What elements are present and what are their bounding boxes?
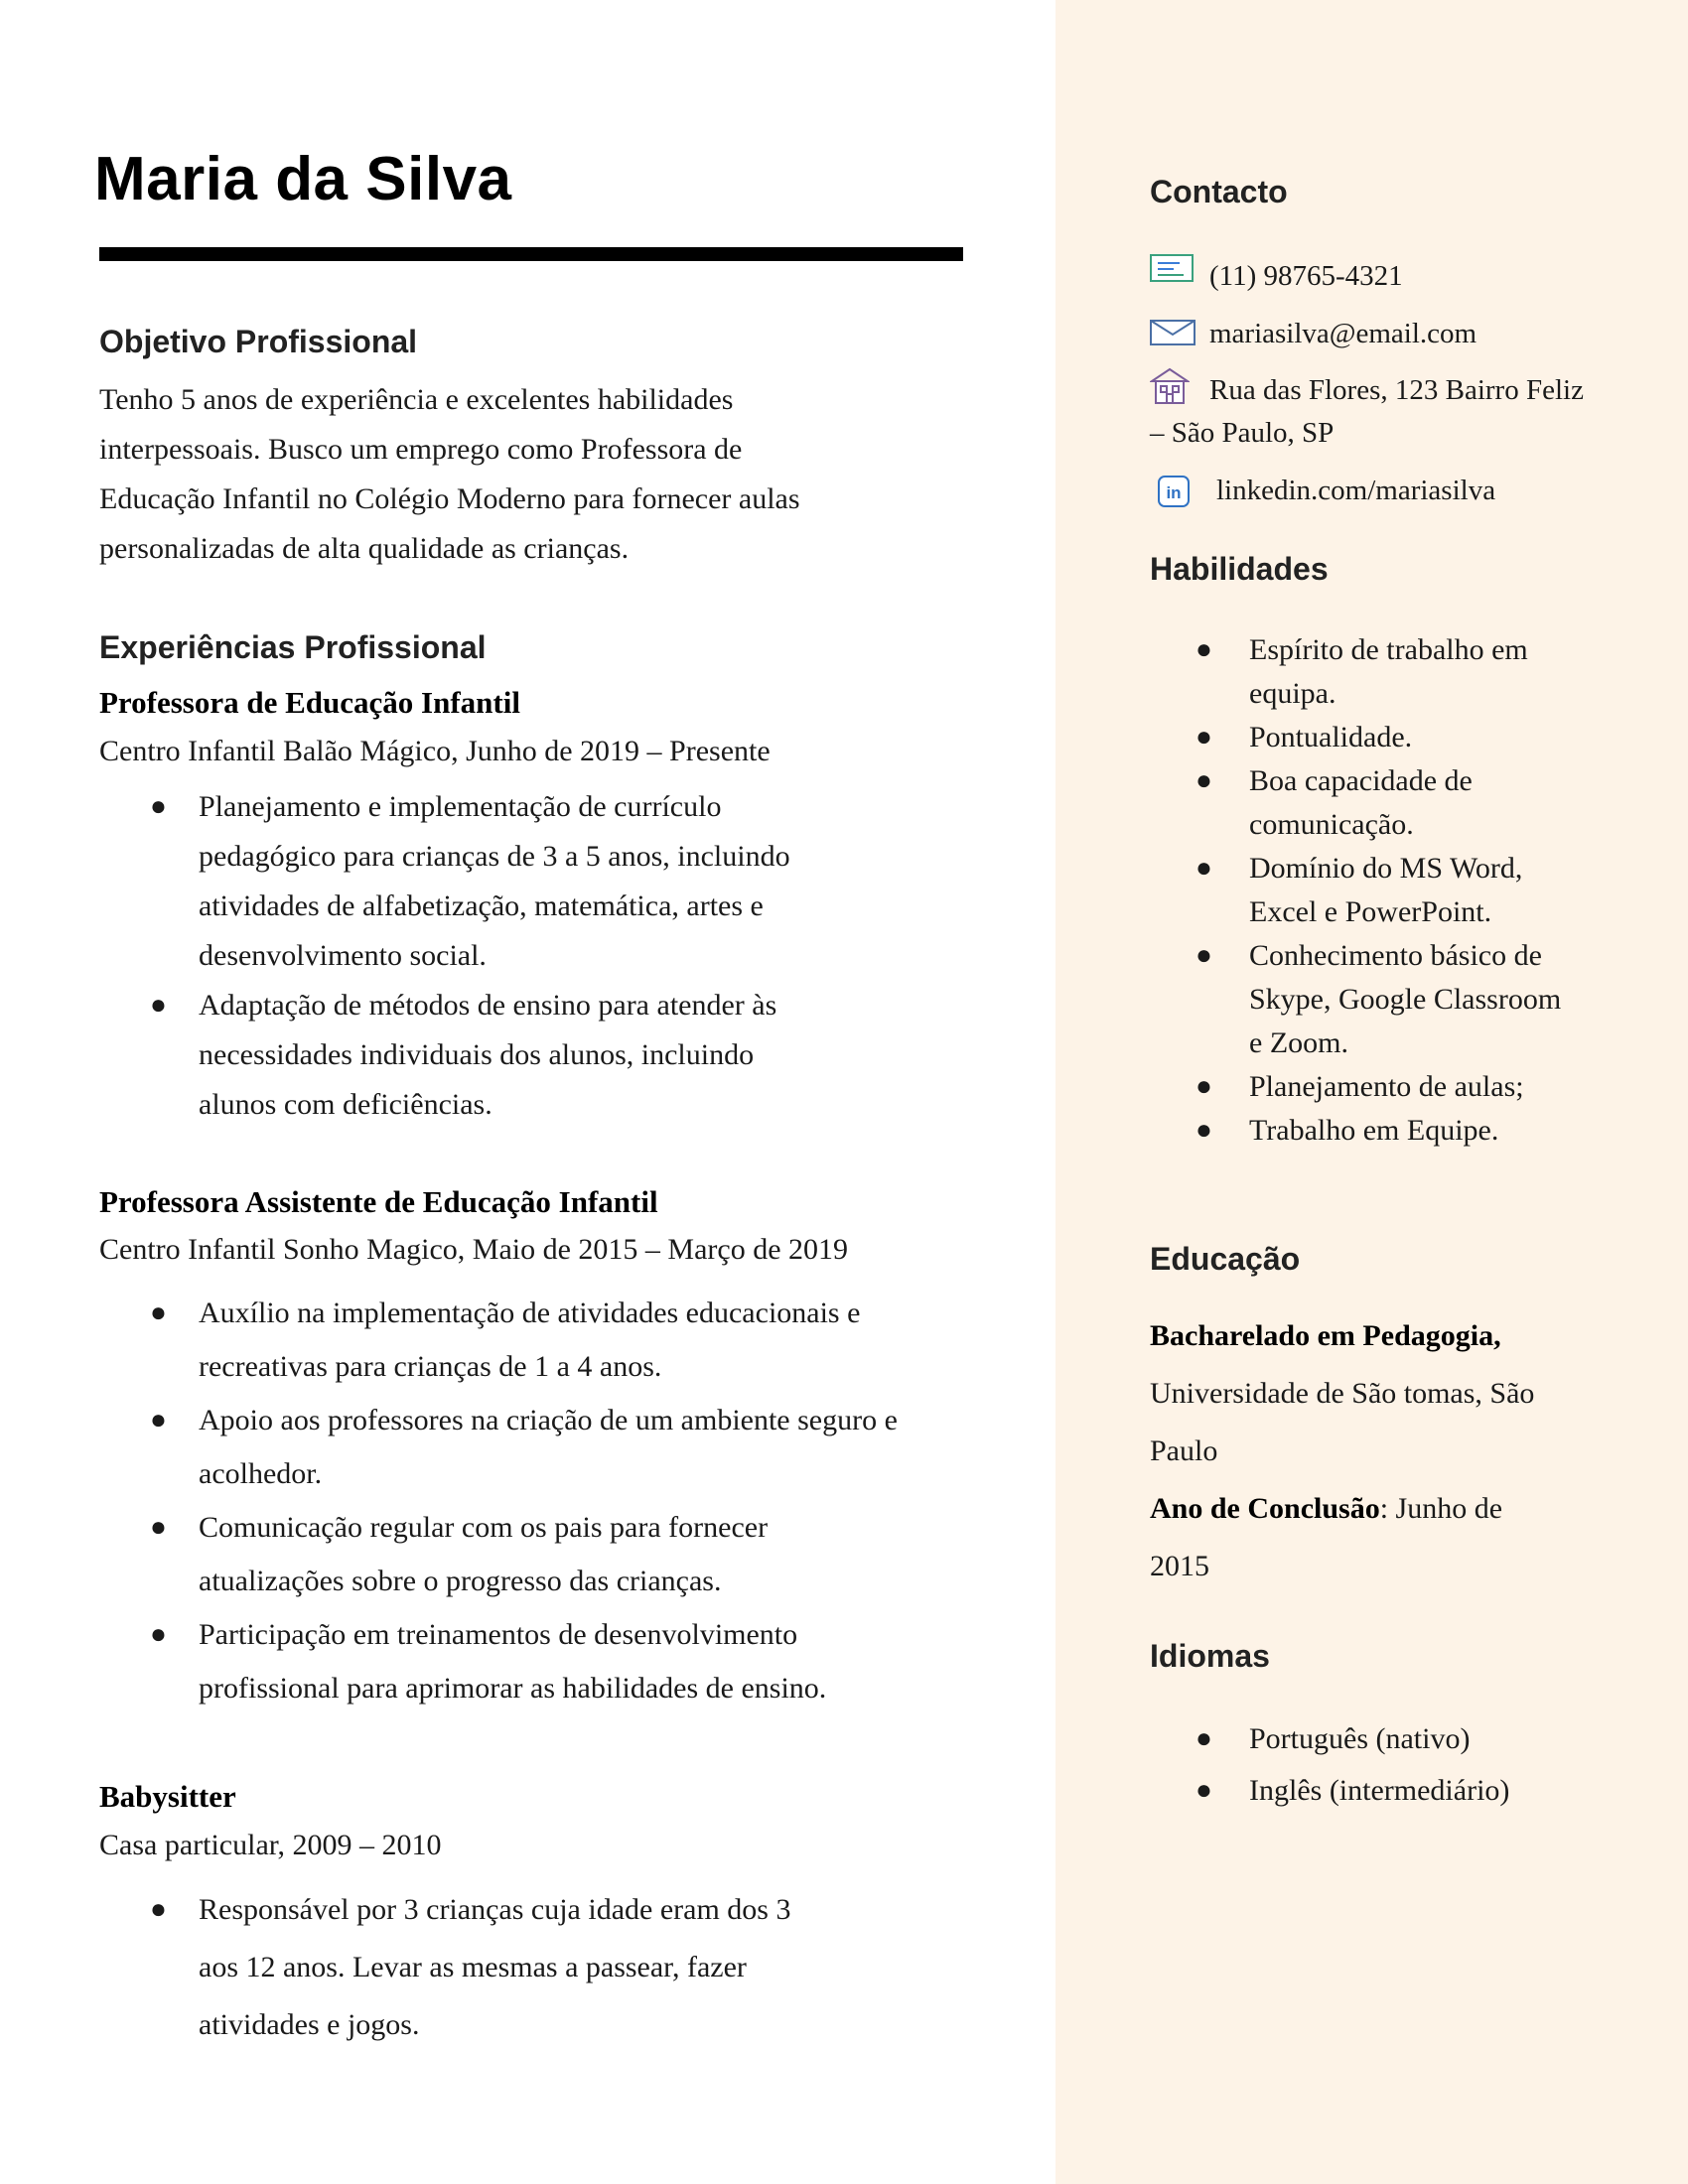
- bullet-icon: ●: [1196, 1775, 1212, 1806]
- name-divider: [99, 247, 963, 261]
- bullet-icon: ●: [1196, 853, 1212, 884]
- education-year-label: Ano de Conclusão: [1150, 1492, 1380, 1525]
- job-title: Babysitter: [99, 1779, 236, 1814]
- education-heading: Educação: [1150, 1241, 1301, 1277]
- list-item: ● Auxílio na implementação de atividades educacionais e recreativas para crianças de 1 a 4 anos.: [99, 1287, 898, 1394]
- contact-address-line2: – São Paulo, SP: [1150, 417, 1335, 449]
- education-degree: Bacharelado em Pedagogia,: [1150, 1319, 1501, 1352]
- skills-list: [1150, 628, 1617, 1153]
- bullet-icon: ●: [150, 1405, 167, 1435]
- education-year-value: : Junho de: [1379, 1492, 1503, 1525]
- list-item: ● Responsável por 3 crianças cuja idade eram dos 3 aos 12 anos. Levar as mesmas a passear, fazer atividades e jogos.: [99, 1881, 790, 2054]
- list-item: ● Adaptação de métodos de ensino para atender às necessidades individuais dos alunos, incluindo alunos com deficiências.: [99, 981, 790, 1130]
- job-title: Professora de Educação Infantil: [99, 685, 520, 720]
- objective-line: interpessoais. Busco um emprego como Professora de: [99, 433, 743, 466]
- languages-heading: Idiomas: [1150, 1638, 1270, 1674]
- contact-email: mariasilva@email.com: [1209, 318, 1477, 349]
- objective-line: Tenho 5 anos de experiência e excelentes habilidades: [99, 383, 734, 416]
- house-icon: [1150, 367, 1190, 410]
- bullet-icon: ●: [1196, 1115, 1212, 1146]
- bullet-icon: ●: [150, 990, 167, 1021]
- list-item: ● Conhecimento básico de Skype, Google Classroom e Zoom.: [1150, 934, 1617, 1065]
- bullet-icon: ●: [150, 1297, 167, 1328]
- skills-heading: Habilidades: [1150, 551, 1329, 587]
- objective-text: [99, 375, 800, 574]
- bullet-icon: ●: [1196, 765, 1212, 796]
- list-item: ● Domínio do MS Word, Excel e PowerPoint.: [1150, 847, 1617, 934]
- bullet-icon: ●: [1196, 940, 1212, 971]
- education-year-value: 2015: [1150, 1550, 1209, 1582]
- job-meta: Centro Infantil Sonho Magico, Maio de 2015 – Março de 2019: [99, 1233, 849, 1266]
- envelope-icon: [1150, 320, 1196, 350]
- experience-heading: Experiências Profissional: [99, 629, 487, 665]
- bullet-icon: ●: [1196, 1071, 1212, 1102]
- bullet-icon: ●: [150, 1619, 167, 1650]
- list-item: ● Inglês (intermediário): [1150, 1765, 1617, 1817]
- list-item: ● Planejamento e implementação de currículo pedagógico para crianças de 3 a 5 anos, incluindo atividades de alfabetização, matemática, artes e desenvolvimento social.: [99, 782, 790, 981]
- job-meta: Centro Infantil Balão Mágico, Junho de 2019 – Presente: [99, 735, 771, 767]
- contact-heading: Contacto: [1150, 174, 1288, 209]
- job-title: Professora Assistente de Educação Infantil: [99, 1184, 658, 1219]
- list-item: ● Comunicação regular com os pais para fornecer atualizações sobre o progresso das crianças.: [99, 1501, 898, 1608]
- svg-text:in: in: [1166, 483, 1182, 502]
- contact-address-line1: Rua das Flores, 123 Bairro Feliz: [1209, 374, 1584, 406]
- list-item: ● Português (nativo): [1150, 1713, 1617, 1765]
- list-item: ● Pontualidade.: [1150, 716, 1617, 759]
- bullet-icon: ●: [1196, 634, 1212, 665]
- job-bullets: [99, 782, 790, 1130]
- list-item: ● Planejamento de aulas;: [1150, 1065, 1617, 1109]
- phone-card-icon: [1150, 254, 1194, 287]
- objective-line: Educação Infantil no Colégio Moderno para fornecer aulas: [99, 482, 800, 515]
- objective-line: personalizadas de alta qualidade as crianças.: [99, 532, 630, 565]
- list-item: ● Trabalho em Equipe.: [1150, 1109, 1617, 1153]
- job-bullets: [99, 1287, 898, 1715]
- languages-list: [1150, 1713, 1617, 1817]
- list-item: ● Boa capacidade de comunicação.: [1150, 759, 1617, 847]
- linkedin-icon: [1158, 476, 1190, 512]
- list-item: ● Apoio aos professores na criação de um ambiente seguro e acolhedor.: [99, 1394, 898, 1501]
- resume-name: Maria da Silva: [94, 145, 512, 213]
- education-school-line: Paulo: [1150, 1434, 1218, 1467]
- contact-phone: (11) 98765-4321: [1209, 260, 1403, 292]
- job-bullets: [99, 1881, 790, 2054]
- bullet-icon: ●: [150, 1894, 167, 1925]
- bullet-icon: ●: [1196, 1723, 1212, 1754]
- bullet-icon: ●: [150, 791, 167, 822]
- bullet-icon: ●: [150, 1512, 167, 1543]
- contact-linkedin[interactable]: linkedin.com/mariasilva: [1216, 475, 1496, 506]
- education-school-line: Universidade de São tomas, São: [1150, 1377, 1535, 1410]
- objective-heading: Objetivo Profissional: [99, 324, 418, 359]
- job-meta: Casa particular, 2009 – 2010: [99, 1829, 442, 1861]
- bullet-icon: ●: [1196, 722, 1212, 752]
- list-item: ● Espírito de trabalho em equipa.: [1150, 628, 1617, 716]
- list-item: ● Participação em treinamentos de desenvolvimento profissional para aprimorar as habilidades de ensino.: [99, 1608, 898, 1715]
- education-block: [1150, 1307, 1617, 1595]
